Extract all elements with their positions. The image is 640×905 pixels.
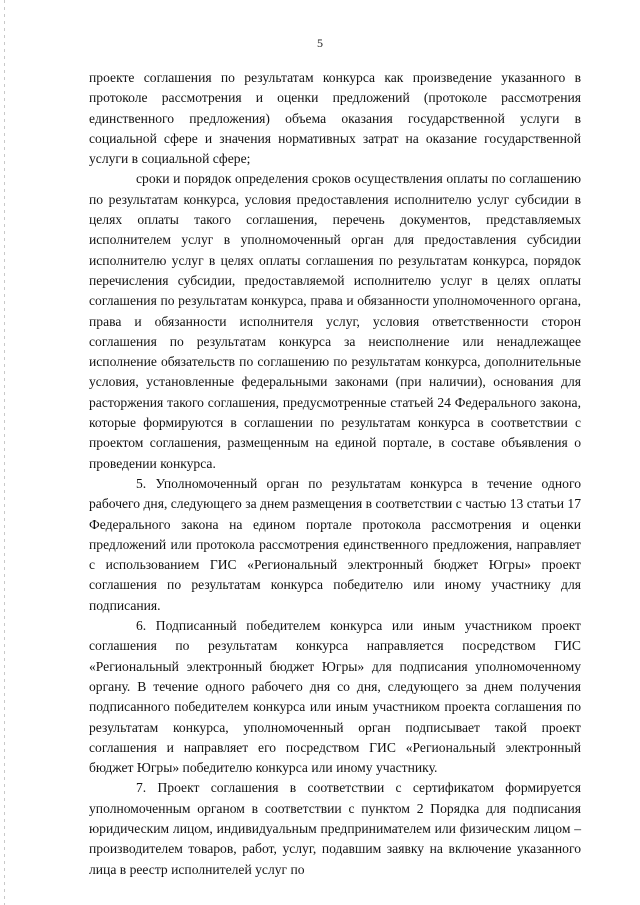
- paragraph-payment-terms: сроки и порядок определения сроков осуществления оплаты по соглашению по результатам конкурса, условия предоставления исполнителю услуг субсидии в целях оплаты такого соглашения, перечень документов, представляемых исполнителем услуг в уполномоченный орган для предоставления субсидии исполнителю услуг в целях оплаты соглашения по результатам конкурса, порядок перечисления субсидии, предоставляемой исполнителю услуг в целях оплаты соглашения по результатам конкурса, права и обязанности уполномоченного органа, права и обязанности исполнителя услуг, условия ответственности сторон соглашения по результатам конкурса за неисполнение или ненадлежащее исполнение обязательств по соглашению по результатам конкурса, дополнительные условия, установленные федеральными законами (при наличии), основания для расторжения такого соглашения, предусмотренные статьей 24 Федерального закона, которые формируются в соглашении по результатам конкурса в соответствии с проектом соглашения, размещенным на единой портале, в составе объявления о проведении конкурса.: [89, 171, 581, 471]
- paragraph-continuation: проекте соглашения по результатам конкурса как произведение указанного в протоколе рассмотрения и оценки предложений (протоколе рассмотрения единственного предложения) объема оказания государственной услуги в социальной сфере и значения нормативных затрат на оказание государственной услуги в социальной сфере;: [89, 70, 581, 167]
- paragraph-item-5: 5. Уполномоченный орган по результатам конкурса в течение одного рабочего дня, следующего за днем размещения в соответствии с частью 13 статьи 17 Федерального закона на едином портале протокола рассмотрения и оценки предложений или протокола рассмотрения единственного предложения, направляет с использованием ГИС «Региональный электронный бюджет Югры» проект соглашения по результатам конкурса победителю или иному участнику для подписания.: [89, 475, 581, 613]
- page-number: 5: [317, 36, 323, 50]
- document-body: [89, 68, 581, 880]
- scan-edge: [4, 0, 5, 905]
- paragraph-item-6: 6. Подписанный победителем конкурса или иным участником проект соглашения по результатам конкурса направляется посредством ГИС «Региональный электронный бюджет Югры» для подписания уполномоченному органу. В течение одного рабочего дня со дня, следующего за днем получения подписанного победителем конкурса или иным участником проекта соглашения по результатам конкурса, уполномоченный орган подписывает такой проект соглашения и направляет его посредством ГИС «Региональный электронный бюджет Югры» победителю конкурса или иному участнику.: [89, 618, 581, 776]
- paragraph-item-7: 7. Проект соглашения в соответствии с сертификатом формируется уполномоченным органом в соответствии с пунктом 2 Порядка для подписания юридическим лицом, индивидуальным предпринимателем или физическим лицом – производителем товаров, работ, услуг, подавшим заявку на включение указанного лица в реестр исполнителей услуг по: [89, 780, 581, 877]
